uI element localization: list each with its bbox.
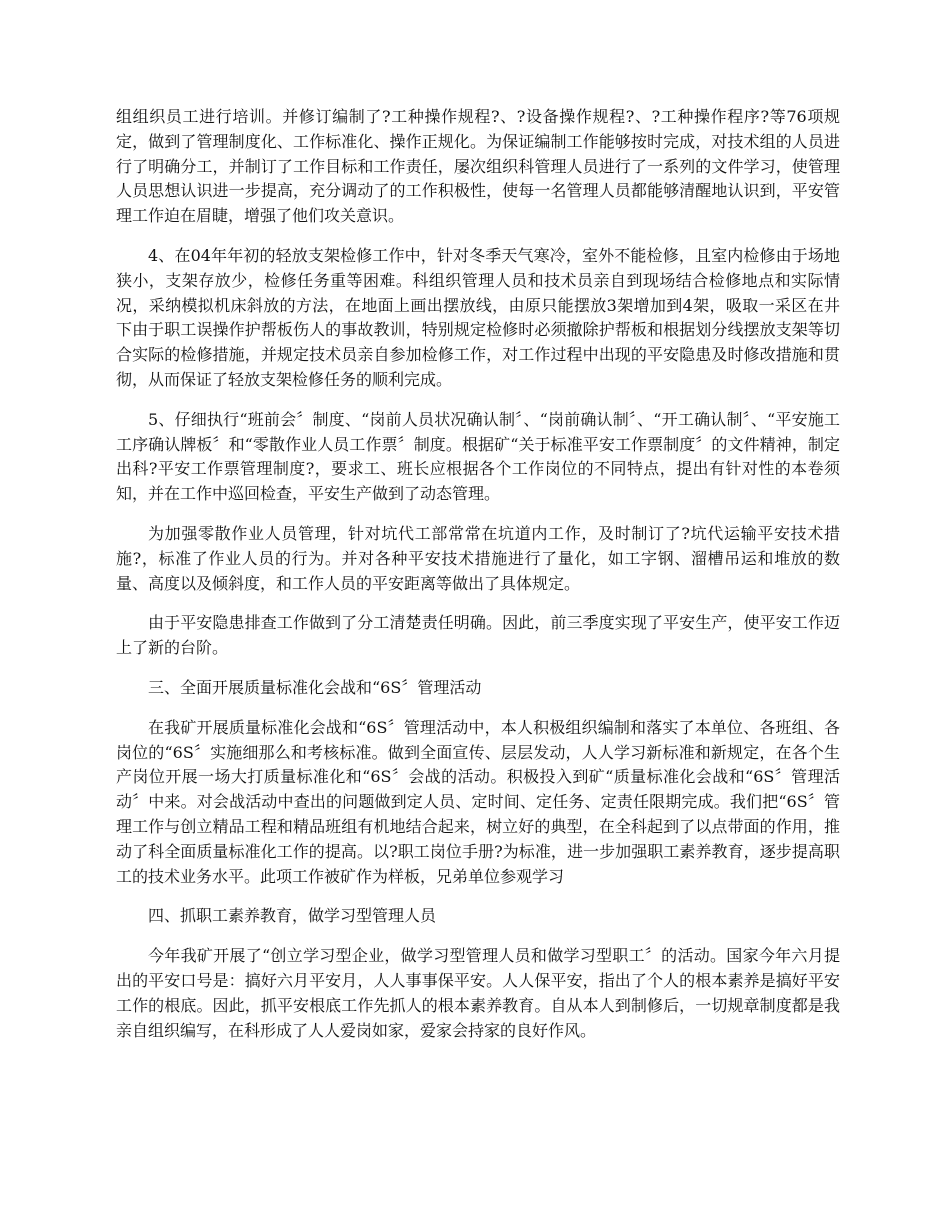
section-heading-staff-education: 四、抓职工素养教育，做学习型管理人员 [148, 906, 437, 926]
paragraph-scattered-workers: 为加强零散作业人员管理，针对坑代工部常常在坑道内工作，及时制订了?坑代运输平安技术措施?，标准了作业人员的行为。并对各种平安技术措施进行了量化，如工字钢、溜槽吊运和堆放的数量、高度以及倾斜度，和工作人员的平安距离等做出了具体规定。 [116, 523, 840, 593]
paragraph-quality-6s: 在我矿开展质量标准化会战和“6S〞管理活动中，本人积极组织编制和落实了本单位、各班组、各岗位的“6S〞实施细那么和考核标准。做到全面宣传、层层发动，人人学习新标准和新规定，在各个生产岗位开展一场大打质量标准化和“6S〞会战的活动。积极投入到矿“质量标准化会战和“6S〞管理活动〞中来。对会战活动中查出的问题做到定人员、定时间、定任务、定责任限期完成。我们把“6S〞管理工作与创立精品工程和精品班组有机地结合起来，树立好的典型，在全科起到了以点带面的作用，推动了科全面质量标准化工作的提高。以?职工岗位手册?为标准，进一步加强职工素养教育，逐步提高职工的技术业务水平。此项工作被矿作为样板，兄弟单位参观学习 [116, 717, 840, 886]
paragraph-training-intro: 组组织员工进行培训。并修订编制了?工种操作规程?、?设备操作规程?、?工种操作程序?等76项规定，做到了管理制度化、工作标准化、操作正规化。为保证编制工作能够按时完成，对技术组的人员进行了明确分工，并制订了工作目标和工作责任，屡次组织科管理人员进行了一系列的文件学习，使管理人员思想认识进一步提高，充分调动了的工作积极性，使每一名管理人员都能够清醒地认识到，平安管理工作迫在眉睫，增强了他们攻关意识。 [116, 107, 840, 226]
paragraph-hazard-summary: 由于平安隐患排查工作做到了分工清楚责任明确。因此，前三季度实现了平安生产，使平安工作迈上了新的台阶。 [116, 613, 840, 658]
paragraph-support-maintenance: 4、在04年年初的轻放支架检修工作中，针对冬季天气寒冷，室外不能检修，且室内检修由于场地狭小，支架存放少，检修任务重等困难。科组织管理人员和技术员亲自到现场结合检修地点和实际情况，采纳模拟机床斜放的方法，在地面上画出摆放线，由原只能摆放3架增加到4架，吸取一采区在井下由于职工误操作护帮板伤人的事故教训，特别规定检修时必须撤除护帮板和根据划分线摆放支架等切合实际的检修措施，并规定技术员亲自参加检修工作，对工作过程中出现的平安隐患及时修改措施和贯彻，从而保证了轻放支架检修任务的顺利完成。 [116, 245, 840, 389]
document-body [116, 105, 840, 1058]
paragraph-learning-organization: 今年我矿开展了“创立学习型企业，做学习型管理人员和做学习型职工〞的活动。国家今年六月提出的平安口号是：搞好六月平安月，人人事事保平安。人人保平安，指出了个人的根本素养是搞好平安工作的根底。因此，抓平安根底工作先抓人的根本素养教育。自从本人到制修后，一切规章制度都是我亲自组织编写，在科形成了人人爱岗如家，爱家会持家的良好作风。 [116, 946, 840, 1040]
paragraph-shift-meeting-system: 5、仔细执行“班前会〞制度、“岗前人员状况确认制〞、“岗前确认制〞、“开工确认制〞、“平安施工工序确认牌板〞和“零散作业人员工作票〞制度。根据矿“关于标准平安工作票制度〞的文件精神，制定出科?平安工作票管理制度?，要求工、班长应根据各个工作岗位的不同特点，提出有针对性的本卷须知，并在工作中巡回检查，平安生产做到了动态管理。 [116, 409, 840, 504]
section-heading-quality-6s: 三、全面开展质量标准化会战和“6S〞管理活动 [148, 677, 482, 697]
